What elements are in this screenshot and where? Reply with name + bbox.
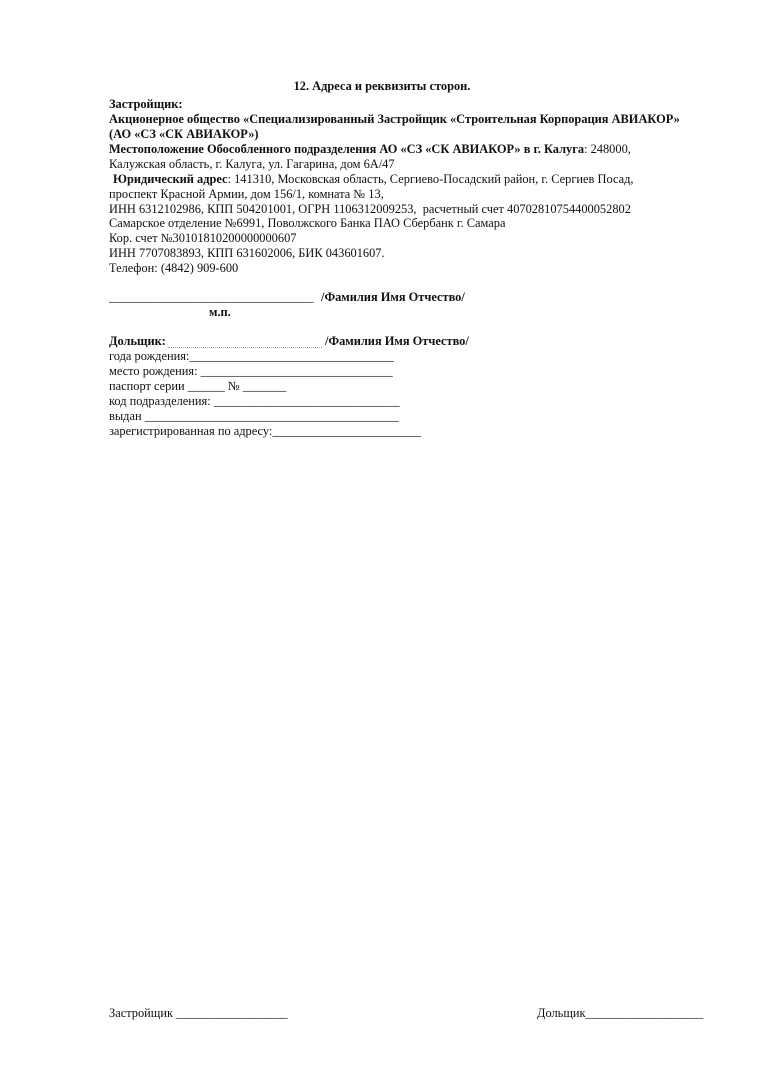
developer-location-line2: Калужская область, г. Калуга, ул. Гагарина, дом 6А/47 [109, 157, 395, 171]
registered-address-field: зарегистрированная по адресу:________________________ [109, 424, 422, 438]
legal-label: Юридический адрес [113, 172, 228, 186]
shareholder-signature-name: /Фамилия Имя Отчество/ [325, 334, 469, 348]
developer-signature-blank: _________________________________ [109, 290, 314, 304]
developer-signature-name: /Фамилия Имя Отчество/ [321, 290, 465, 304]
developer-location [109, 142, 631, 157]
birth-place-field: место рождения: _______________________________ [109, 364, 393, 378]
legal-value: : 141310, Московская область, Сергиево-Посадский район, г. Сергиев Посад, [227, 172, 634, 186]
issued-by-field: выдан _________________________________________ [109, 409, 399, 423]
developer-bank-line: Самарское отделение №6991, Поволжского Банка ПАО Сбербанк г. Самара [109, 216, 506, 230]
shareholder-heading: Дольщик: [109, 334, 166, 348]
developer-phone-line: Телефон: (4842) 909-600 [109, 261, 239, 275]
section-title: 12. Адреса и реквизиты сторон. [293, 79, 471, 93]
stamp-mark: м.п. [209, 305, 231, 319]
shareholder-signature-line [168, 347, 322, 348]
developer-corr-line: Кор. счет №30101810200000000607 [109, 231, 297, 245]
footer-developer-signature: Застройщик __________________ [109, 1006, 288, 1020]
footer-shareholder-signature: Дольщик___________________ [537, 1006, 704, 1020]
developer-legal-address [113, 172, 634, 187]
developer-name-line1: Акционерное общество «Специализированный Застройщик «Строительная Корпорация АВИАКОР» [109, 112, 680, 126]
developer-heading: Застройщик: [109, 97, 183, 111]
passport-field: паспорт серии ______ № _______ [109, 379, 287, 393]
location-value: : 248000, [584, 142, 631, 156]
developer-name-line2: (АО «СЗ «СК АВИАКОР») [109, 127, 259, 141]
birth-date-field: года рождения:_________________________________ [109, 349, 394, 363]
division-code-field: код подразделения: ______________________________ [109, 394, 400, 408]
developer-legal-line2: проспект Красной Армии, дом 156/1, комната № 13, [109, 187, 384, 201]
location-label: Местоположение Обособленного подразделения АО «СЗ «СК АВИАКОР» в г. Калуга [109, 142, 585, 156]
developer-inn-line: ИНН 6312102986, КПП 504201001, ОГРН 1106312009253, расчетный счет 40702810754400052802 [109, 202, 631, 216]
developer-bank-inn-line: ИНН 7707083893, КПП 631602006, БИК 043601607. [109, 246, 385, 260]
